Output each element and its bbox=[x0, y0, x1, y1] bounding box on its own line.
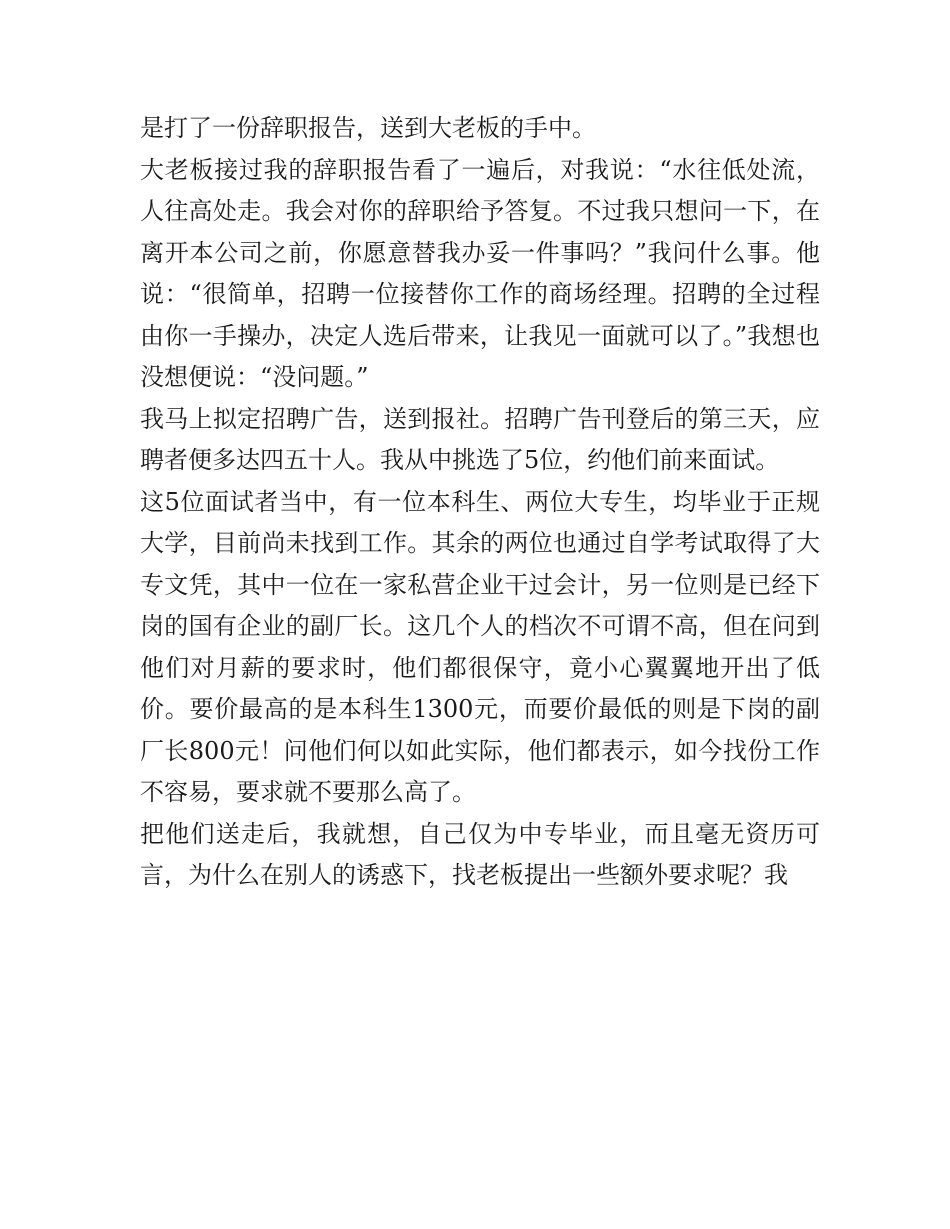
paragraph-5: 把他们送走后，我就想，自己仅为中专毕业，而且毫无资历可言，为什么在别人的诱惑下，找老板提出一些额外要求呢？我 bbox=[140, 819, 820, 889]
paragraph-2: 大老板接过我的辞职报告看了一遍后，对我说：“水往低处流，人往高处走。我会对你的辞职给予答复。不过我只想问一下，在离开本公司之前，你愿意替我办妥一件事吗？”我问什么事。他说：“很简单，招聘一位接替你工作的商场经理。招聘的全过程由你一手操办，决定人选后带来，让我见一面就可以了。”我想也没想便说：“没问题。” bbox=[140, 155, 820, 391]
document-page bbox=[140, 108, 820, 897]
paragraph-1: 是打了一份辞职报告，送到大老板的手中。 bbox=[140, 114, 596, 142]
paragraph-3: 我马上拟定招聘广告，送到报社。招聘广告刊登后的第三天，应聘者便多达四五十人。我从中挑选了5位，约他们前来面试。 bbox=[140, 404, 820, 474]
paragraph-4: 这5位面试者当中，有一位本科生、两位大专生，均毕业于正规大学，目前尚未找到工作。其余的两位也通过自学考试取得了大专文凭，其中一位在一家私营企业干过会计，另一位则是已经下岗的国有企业的副厂长。这几个人的档次不可谓不高，但在问到他们对月薪的要求时，他们都很保守，竟小心翼翼地开出了低价。要价最高的是本科生1300元，而要价最低的则是下岗的副厂长800元！问他们何以如此实际，他们都表示，如今找份工作不容易，要求就不要那么高了。 bbox=[140, 487, 820, 806]
